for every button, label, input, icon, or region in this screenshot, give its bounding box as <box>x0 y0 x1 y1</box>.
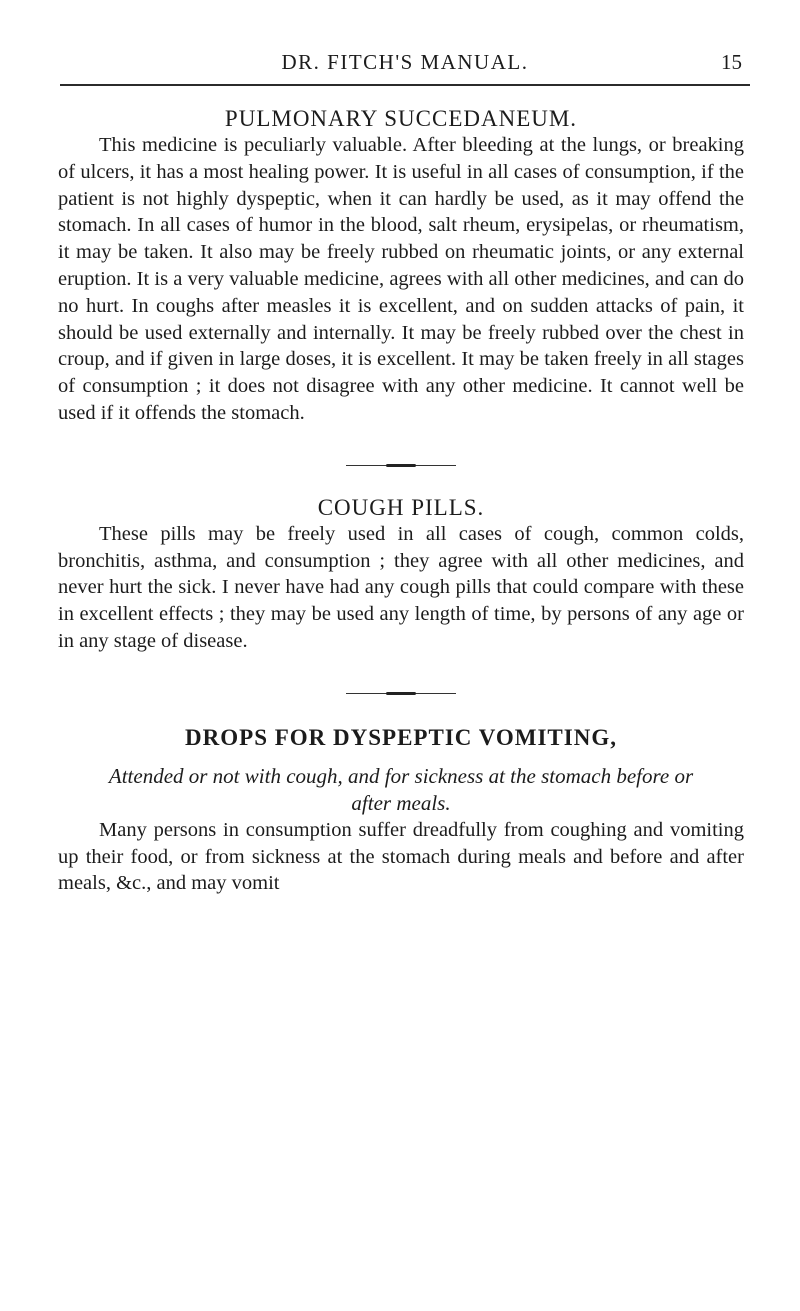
section-title: PULMONARY SUCCEDANEUM. <box>224 106 578 131</box>
section-drops-dyspeptic-vomiting <box>58 725 744 897</box>
page-content <box>58 106 744 897</box>
section-body: These pills may be freely used in all cases of cough, common colds, bronchitis, asthma, and consumption ; they agree with all other medicines, and never hurt the sick. I never have had any cough pills that could compare with these in excellent effects ; they may be used any length of time, by persons of any age or in any stage of disease. <box>58 522 744 652</box>
section-divider <box>346 464 456 467</box>
section-body: This medicine is peculiarly valuable. After bleeding at the lungs, or breaking of ulcers, it has a most healing power. It is useful in all cases of consumption, if the patient is not highly dyspeptic, when it can hardly be used, as it may offend the stomach. In all cases of humor in the blood, salt rheum, erysipelas, or rheumatism, it may be taken. It also may be freely rubbed on rheumatic joints, or any external eruption. It is a very valuable medicine, agrees with all other medicines, and can do no hurt. In coughs after measles it is excellent, and on sudden attacks of pain, it should be used externally and internally. It may be freely rubbed over the chest in croup, and if given in large doses, it is excellent. It may be taken freely in all stages of consumption ; it does not disagree with any other medicine. It cannot well be used if it offends the stomach. <box>58 134 744 424</box>
section-pulmonary-succedaneum <box>58 106 744 427</box>
section-body: Many persons in consumption suffer dreadfully from coughing and vomiting up their food, or from sickness at the stomach during meals and before and after meals, &c., and may vomit <box>58 818 744 895</box>
section-divider <box>346 692 456 695</box>
page-number: 15 <box>721 50 742 74</box>
section-cough-pills <box>58 495 744 655</box>
section-title: COUGH PILLS. <box>317 494 485 520</box>
header-rule <box>60 84 750 86</box>
running-head <box>60 50 750 84</box>
running-title: DR. FITCH'S MANUAL. <box>281 50 529 74</box>
section-subtitle: Attended or not with cough, and for sickness at the stomach before or after meals. <box>108 763 694 815</box>
section-title: DROPS FOR DYSPEPTIC VOMITING, <box>185 724 617 750</box>
